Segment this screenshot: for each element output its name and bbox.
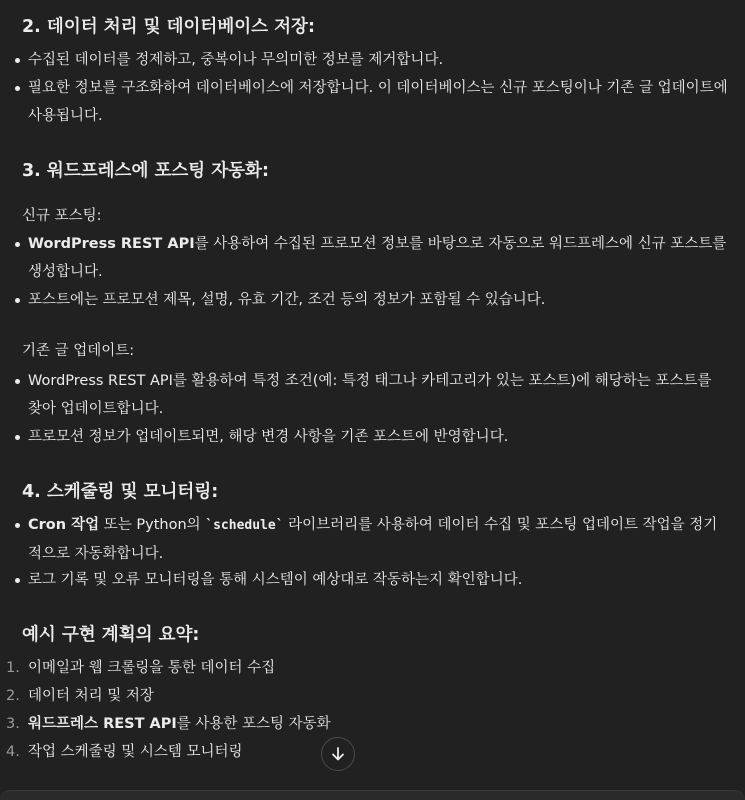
list-item-text: 데이터 처리 및 저장 — [28, 688, 154, 704]
ordered-list-item — [0, 710, 331, 738]
list-item-text: 또는 Python의 — [99, 517, 206, 533]
ordered-list-item — [0, 738, 243, 766]
section-heading-posting-automation: 3. 워드프레스에 포스팅 자동화: — [22, 161, 269, 181]
bold-text: Cron 작업 — [28, 517, 100, 533]
list-number: 3. — [6, 716, 20, 732]
list-number: 1. — [6, 660, 20, 676]
ordered-list-item — [0, 682, 154, 710]
list-item-text: 이메일과 웹 크롤링을 통한 데이터 수집 — [28, 660, 276, 676]
scroll-to-bottom-button[interactable] — [321, 737, 355, 771]
list-item: 포스트에는 프로모션 제목, 설명, 유효 기간, 조건 등의 정보가 포함될 수 있습니다. — [28, 286, 728, 314]
list-item-text: 작업 스케줄링 및 시스템 모니터링 — [28, 744, 243, 760]
list-number: 2. — [6, 688, 20, 704]
list-item-text — [28, 716, 331, 732]
section-heading-summary: 예시 구현 계획의 요약: — [22, 625, 200, 645]
list-item: WordPress REST API를 활용하여 특정 조건(예: 특정 태그나 카테고리가 있는 포스트)에 해당하는 포스트를 찾아 업데이트합니다. — [28, 367, 728, 423]
list-item-text: 를 사용하여 수집된 프로모션 정보를 바탕으로 자동으로 워드프레스에 신규 포스트를 생성합니다. — [28, 236, 727, 280]
list-item — [28, 511, 728, 568]
list-item — [28, 230, 728, 286]
bold-text: WordPress REST API — [28, 236, 195, 252]
section-heading-scheduling: 4. 스케줄링 및 모니터링: — [22, 482, 219, 502]
bold-text: 워드프레스 REST API — [28, 716, 177, 732]
ordered-list-item — [0, 654, 275, 682]
new-post-label: 신규 포스팅: — [22, 208, 102, 224]
update-post-label: 기존 글 업데이트: — [22, 343, 135, 359]
arrow-down-icon — [330, 746, 346, 762]
list-item: 수집된 데이터를 정제하고, 중복이나 무의미한 정보를 제거합니다. — [28, 46, 728, 74]
list-item-text-rest: 를 사용한 포스팅 자동화 — [176, 716, 331, 732]
list-item-text: 라이브러리를 사용하여 데이터 수집 및 포스팅 업데이트 작업을 정기적으로 자동화합니다. — [28, 517, 718, 562]
section-heading-data-processing: 2. 데이터 처리 및 데이터베이스 저장: — [22, 17, 315, 37]
list-number: 4. — [6, 744, 20, 760]
list-item: 프로모션 정보가 업데이트되면, 해당 변경 사항을 기존 포스트에 반영합니다. — [28, 423, 728, 451]
list-item: 로그 기록 및 오류 모니터링을 통해 시스템이 예상대로 작동하는지 확인합니다. — [28, 566, 728, 594]
list-item: 필요한 정보를 구조화하여 데이터베이스에 저장합니다. 이 데이터베이스는 신규 포스팅이나 기존 글 업데이트에 사용됩니다. — [28, 74, 728, 130]
inline-code: `schedule` — [205, 518, 284, 533]
